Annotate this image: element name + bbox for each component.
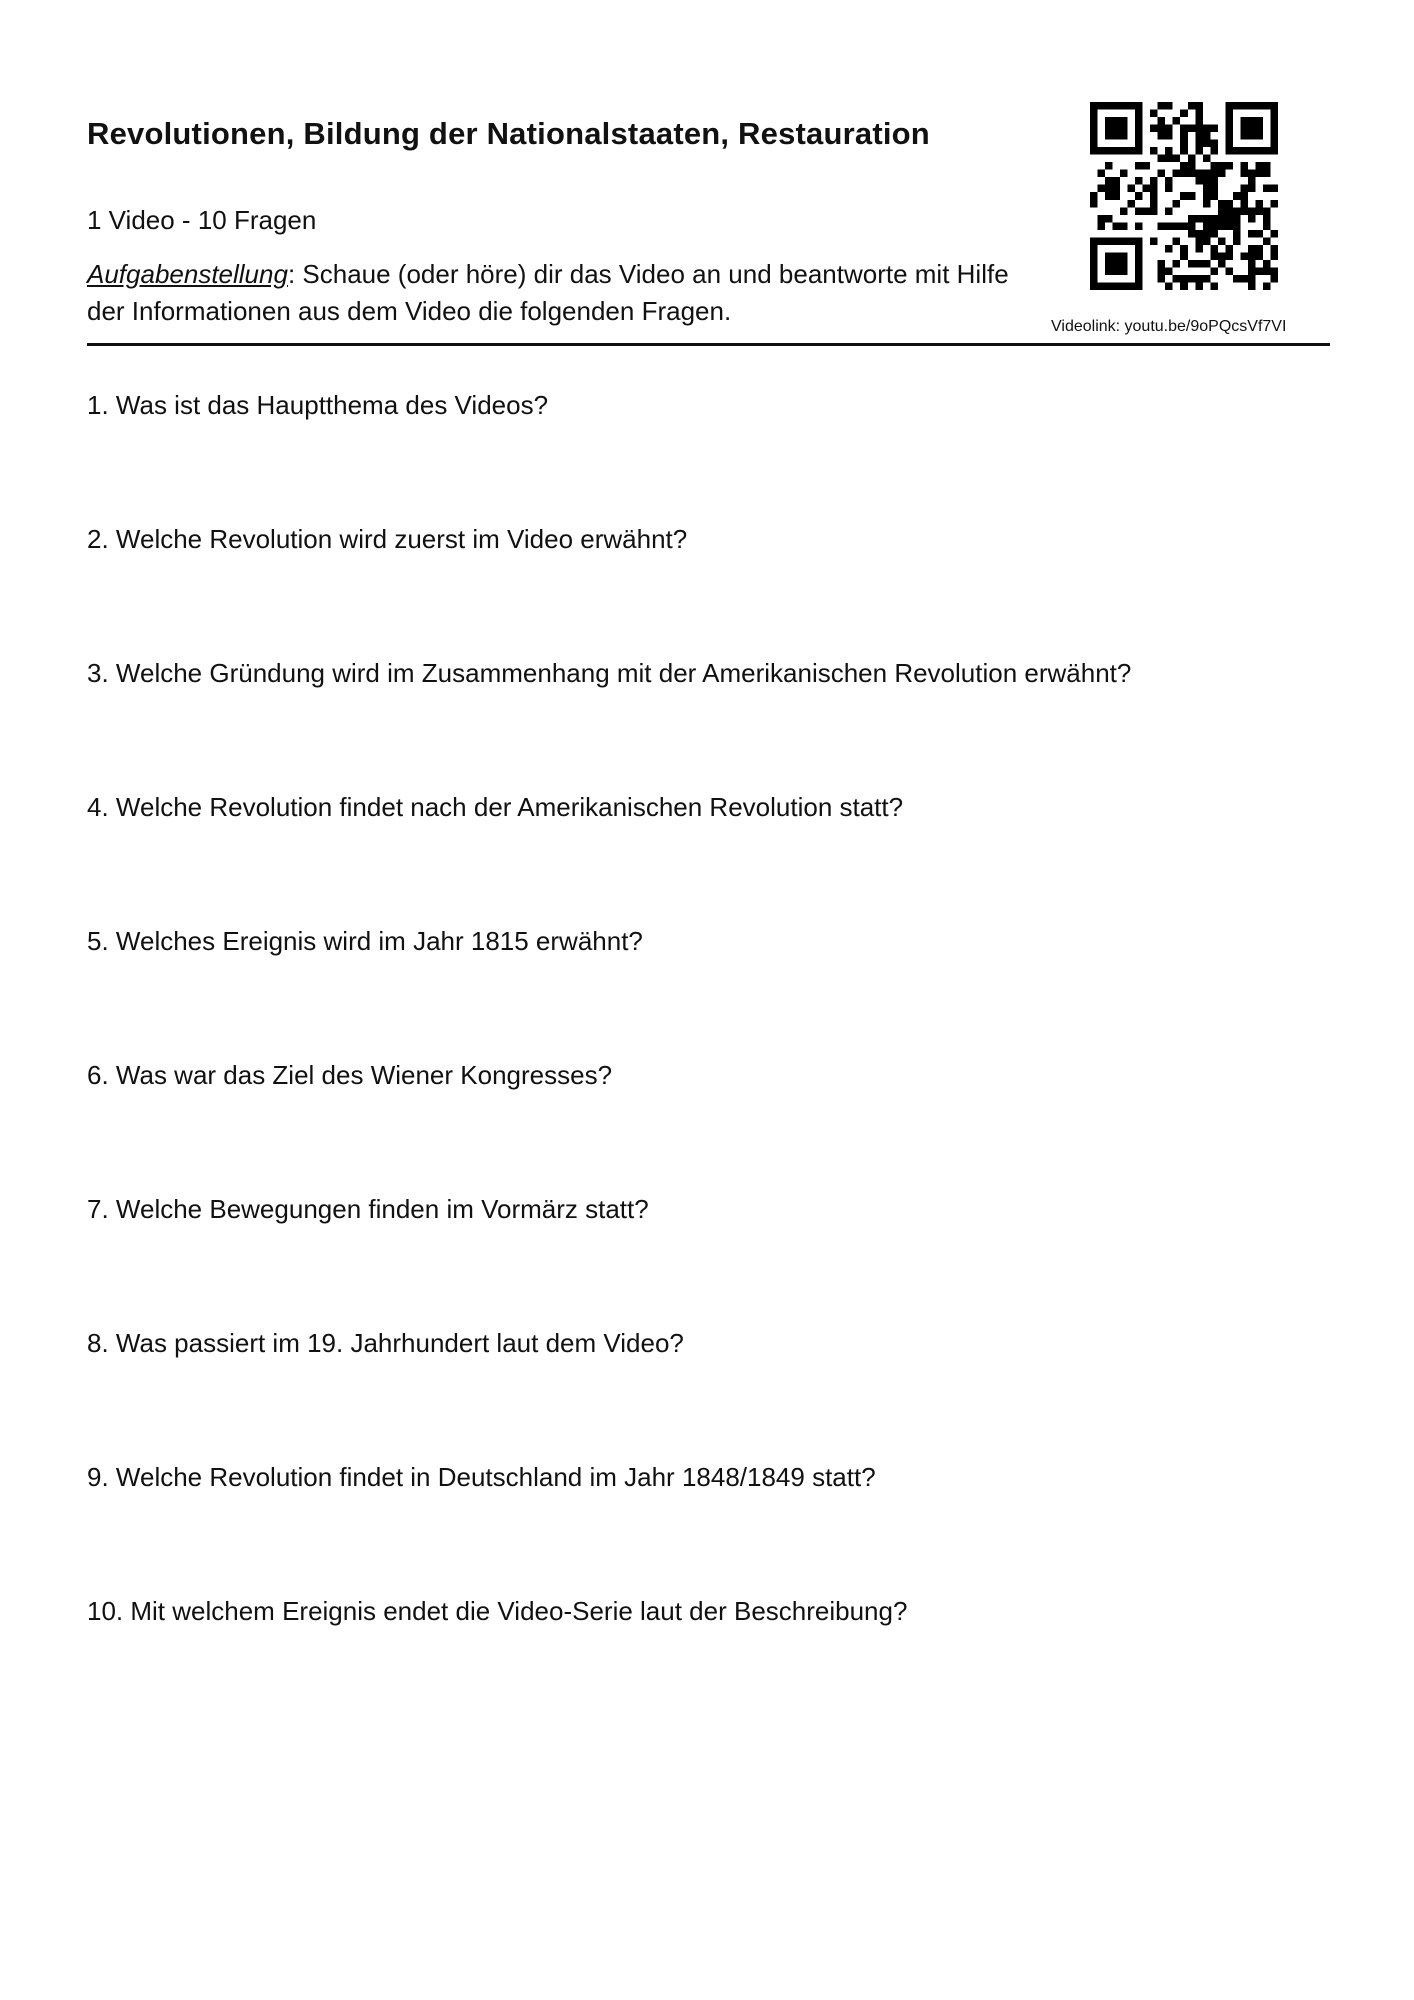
- question-item: 7. Welche Bewegungen finden im Vormärz statt?: [87, 1194, 649, 1224]
- page-subtitle: 1 Video - 10 Fragen: [87, 205, 317, 235]
- instruction-body: : Schaue (oder höre) dir das Video an und beantworte mit Hilfe der Informationen aus dem Video die folgenden Fragen.: [87, 259, 1009, 326]
- question-item: 4. Welche Revolution findet nach der Amerikanischen Revolution statt?: [87, 792, 904, 822]
- question-item: 1. Was ist das Hauptthema des Videos?: [87, 390, 549, 420]
- question-item: 8. Was passiert im 19. Jahrhundert laut dem Video?: [87, 1328, 684, 1358]
- question-item: 6. Was war das Ziel des Wiener Kongresses?: [87, 1060, 613, 1090]
- video-link[interactable]: Videolink: youtu.be/9oPQcsVf7VI: [1051, 318, 1287, 335]
- instruction-text: [87, 256, 1047, 330]
- instruction-label: Aufgabenstellung: [87, 259, 288, 289]
- question-item: 5. Welches Ereignis wird im Jahr 1815 erwähnt?: [87, 926, 643, 956]
- question-item: 2. Welche Revolution wird zuerst im Video erwähnt?: [87, 524, 688, 554]
- question-item: 9. Welche Revolution findet in Deutschland im Jahr 1848/1849 statt?: [87, 1462, 876, 1492]
- question-item: 10. Mit welchem Ereignis endet die Video-Serie laut der Beschreibung?: [87, 1596, 908, 1626]
- question-item: 3. Welche Gründung wird im Zusammenhang mit der Amerikanischen Revolution erwähnt?: [87, 658, 1132, 688]
- header-divider: [87, 343, 1330, 346]
- page-title: Revolutionen, Bildung der Nationalstaaten, Restauration: [87, 116, 930, 151]
- qr-code-icon: [1090, 102, 1278, 290]
